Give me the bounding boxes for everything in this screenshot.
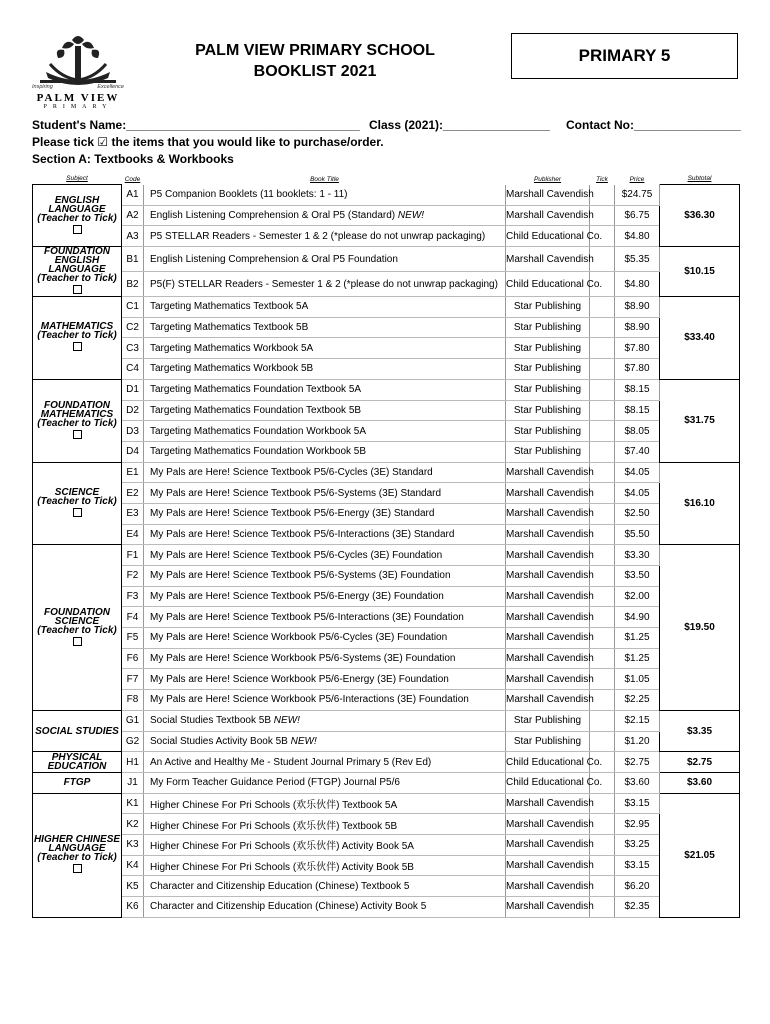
subtotal: $10.15	[660, 247, 740, 297]
publisher: Marshall Cavendish	[506, 247, 590, 272]
item-code: K5	[122, 876, 144, 897]
price: $4.80	[615, 272, 660, 297]
subject-name: FOUNDATION MATHEMATICS	[40, 399, 114, 420]
table-row	[33, 247, 740, 272]
book-title: P5(F) STELLAR Readers - Semester 1 & 2 (*please do not unwrap packaging)	[144, 272, 506, 297]
book-title: My Pals are Here! Science Textbook P5/6-Systems (3E) Foundation	[144, 566, 506, 587]
price: $6.75	[615, 205, 660, 226]
table-row	[33, 648, 740, 669]
item-code: G1	[122, 710, 144, 731]
publisher: Marshall Cavendish	[506, 669, 590, 690]
price: $1.05	[615, 669, 660, 690]
table-row	[33, 690, 740, 711]
tick-cell[interactable]	[590, 359, 615, 380]
subject-name: ENGLISH LANGUAGE	[48, 194, 106, 215]
publisher: Marshall Cavendish	[506, 814, 590, 835]
student-name-field[interactable]: Student's Name:___________________________________	[32, 118, 360, 132]
table-row	[33, 503, 740, 524]
book-title: Higher Chinese For Pri Schools (欢乐伙伴) Activity Book 5B	[144, 855, 506, 876]
publisher: Marshall Cavendish	[506, 855, 590, 876]
item-code: D4	[122, 441, 144, 462]
book-title: My Pals are Here! Science Workbook P5/6-Interactions (3E) Foundation	[144, 690, 506, 711]
tick-cell[interactable]	[590, 441, 615, 462]
book-title: My Pals are Here! Science Textbook P5/6-Energy (3E) Foundation	[144, 586, 506, 607]
table-row	[33, 272, 740, 297]
table-row	[33, 607, 740, 628]
item-code: C3	[122, 338, 144, 359]
logo-tagline-left: Inspiring	[32, 84, 53, 90]
item-code: C4	[122, 359, 144, 380]
price: $2.95	[615, 814, 660, 835]
teacher-note: (Teacher to Tick)	[37, 852, 117, 864]
subject-cell	[33, 772, 122, 793]
col-tick: Tick	[596, 175, 608, 183]
price: $3.60	[615, 772, 660, 793]
book-title: Targeting Mathematics Foundation Workbook 5A	[144, 421, 506, 442]
tick-cell[interactable]	[590, 317, 615, 338]
publisher: Marshall Cavendish	[506, 185, 590, 206]
table-row	[33, 400, 740, 421]
publisher: Star Publishing	[506, 421, 590, 442]
col-price: Price	[629, 175, 645, 183]
tick-cell[interactable]	[590, 421, 615, 442]
price: $2.35	[615, 897, 660, 918]
subject-name: SCIENCE	[54, 486, 100, 498]
subject-name: SOCIAL STUDIES	[35, 725, 119, 737]
publisher: Star Publishing	[506, 338, 590, 359]
price: $8.90	[615, 297, 660, 318]
book-title: Character and Citizenship Education (Chinese) Textbook 5	[144, 876, 506, 897]
price: $2.75	[615, 752, 660, 773]
publisher: Marshall Cavendish	[506, 793, 590, 814]
table-row	[33, 359, 740, 380]
book-title: My Pals are Here! Science Textbook P5/6-Energy (3E) Standard	[144, 503, 506, 524]
table-row	[33, 628, 740, 649]
table-row	[33, 338, 740, 359]
item-code: E1	[122, 462, 144, 483]
logo-sub: PRIMARY	[43, 104, 113, 110]
subtotal: $31.75	[660, 379, 740, 462]
tick-cell[interactable]	[590, 297, 615, 318]
publisher: Marshall Cavendish	[506, 690, 590, 711]
price: $6.20	[615, 876, 660, 897]
subtotal: $16.10	[660, 462, 740, 545]
item-code: G2	[122, 731, 144, 752]
price: $2.25	[615, 690, 660, 711]
col-publisher: Publisher	[533, 175, 562, 183]
table-row	[33, 545, 740, 566]
item-code: E4	[122, 524, 144, 545]
item-code: B1	[122, 247, 144, 272]
book-title: P5 Companion Booklets (11 booklets: 1 - 11)	[144, 185, 506, 206]
book-title: Targeting Mathematics Foundation Textbook 5B	[144, 400, 506, 421]
item-code: A2	[122, 205, 144, 226]
price: $8.15	[615, 379, 660, 400]
teacher-note: (Teacher to Tick)	[37, 212, 117, 224]
item-code: E2	[122, 483, 144, 504]
table-row	[33, 793, 740, 814]
item-code: F4	[122, 607, 144, 628]
item-code: D3	[122, 421, 144, 442]
price: $3.15	[615, 793, 660, 814]
item-code: K3	[122, 834, 144, 855]
item-code: C1	[122, 297, 144, 318]
class-field[interactable]: Class (2021):________________	[369, 118, 550, 132]
table-row	[33, 834, 740, 855]
book-title: Higher Chinese For Pri Schools (欢乐伙伴) Activity Book 5A	[144, 834, 506, 855]
booklist-title: BOOKLIST 2021	[253, 63, 377, 80]
book-title: Social Studies Textbook 5B NEW!	[144, 710, 506, 731]
book-title: Targeting Mathematics Foundation Textbook 5A	[144, 379, 506, 400]
subtotal: $3.60	[660, 772, 740, 793]
subject-checkbox[interactable]	[73, 864, 82, 873]
book-title: My Pals are Here! Science Workbook P5/6-Energy (3E) Foundation	[144, 669, 506, 690]
publisher: Marshall Cavendish	[506, 628, 590, 649]
table-row	[33, 483, 740, 504]
table-row	[33, 855, 740, 876]
price: $1.20	[615, 731, 660, 752]
book-title: My Pals are Here! Science Textbook P5/6-Systems (3E) Standard	[144, 483, 506, 504]
col-title: Book Title	[310, 175, 339, 183]
table-row	[33, 586, 740, 607]
item-code: F8	[122, 690, 144, 711]
publisher: Marshall Cavendish	[506, 545, 590, 566]
publisher: Marshall Cavendish	[506, 607, 590, 628]
col-subject: Subject	[66, 175, 88, 182]
price: $5.50	[615, 524, 660, 545]
book-title: Targeting Mathematics Workbook 5B	[144, 359, 506, 380]
item-code: K4	[122, 855, 144, 876]
table-row	[33, 710, 740, 731]
subject-name: FOUNDATION ENGLISH LANGUAGE	[44, 246, 110, 276]
book-title: Targeting Mathematics Textbook 5B	[144, 317, 506, 338]
subtotal: $33.40	[660, 297, 740, 380]
item-code: D2	[122, 400, 144, 421]
item-code: K6	[122, 897, 144, 918]
publisher: Marshall Cavendish	[506, 566, 590, 587]
publisher: Child Educational Co.	[506, 226, 590, 247]
price: $8.15	[615, 400, 660, 421]
subject-checkbox[interactable]	[73, 225, 82, 234]
section-title: Section A: Textbooks & Workbooks	[32, 152, 234, 166]
item-code: F7	[122, 669, 144, 690]
book-title: Social Studies Activity Book 5B NEW!	[144, 731, 506, 752]
subtotal: $19.50	[660, 545, 740, 711]
book-title: My Pals are Here! Science Textbook P5/6-Interactions (3E) Standard	[144, 524, 506, 545]
item-code: K1	[122, 793, 144, 814]
table-row	[33, 752, 740, 773]
instruction-suffix: the items that you would like to purchase/order.	[111, 135, 384, 149]
publisher: Star Publishing	[506, 379, 590, 400]
book-title: Targeting Mathematics Textbook 5A	[144, 297, 506, 318]
table-row	[33, 524, 740, 545]
item-code: F5	[122, 628, 144, 649]
subject-name: MATHEMATICS	[40, 321, 114, 333]
price: $3.25	[615, 834, 660, 855]
price: $2.50	[615, 503, 660, 524]
table-row	[33, 669, 740, 690]
publisher: Star Publishing	[506, 317, 590, 338]
teacher-note: (Teacher to Tick)	[37, 273, 117, 285]
price: $1.25	[615, 628, 660, 649]
price: $24.75	[615, 185, 660, 206]
item-code: B2	[122, 272, 144, 297]
price: $5.35	[615, 247, 660, 272]
teacher-note: (Teacher to Tick)	[37, 330, 117, 342]
booklist-table	[32, 174, 740, 918]
publisher: Star Publishing	[506, 731, 590, 752]
publisher: Marshall Cavendish	[506, 648, 590, 669]
subject-name: FTGP	[63, 777, 91, 789]
book-title: My Pals are Here! Science Workbook P5/6-Systems (3E) Foundation	[144, 648, 506, 669]
book-title: Higher Chinese For Pri Schools (欢乐伙伴) Textbook 5A	[144, 793, 506, 814]
price: $2.00	[615, 586, 660, 607]
price: $3.30	[615, 545, 660, 566]
table-row	[33, 421, 740, 442]
book-title: Character and Citizenship Education (Chinese) Activity Book 5	[144, 897, 506, 918]
publisher: Marshall Cavendish	[506, 503, 590, 524]
teacher-note: (Teacher to Tick)	[37, 624, 117, 636]
subject-checkbox[interactable]	[73, 508, 82, 517]
publisher: Marshall Cavendish	[506, 483, 590, 504]
item-code: F2	[122, 566, 144, 587]
item-code: A1	[122, 185, 144, 206]
teacher-note: (Teacher to Tick)	[37, 495, 117, 507]
subject-cell	[33, 185, 122, 247]
instruction-prefix: Please tick	[32, 135, 95, 149]
price: $4.80	[615, 226, 660, 247]
price: $7.80	[615, 338, 660, 359]
price: $2.15	[615, 710, 660, 731]
item-code: A3	[122, 226, 144, 247]
teacher-note: (Teacher to Tick)	[37, 417, 117, 429]
book-title: My Pals are Here! Science Textbook P5/6-Interactions (3E) Foundation	[144, 607, 506, 628]
table-row	[33, 462, 740, 483]
checked-box-icon: ☑	[97, 135, 109, 149]
price: $7.40	[615, 441, 660, 462]
price: $8.05	[615, 421, 660, 442]
tick-cell[interactable]	[590, 710, 615, 731]
price: $7.80	[615, 359, 660, 380]
publisher: Marshall Cavendish	[506, 462, 590, 483]
subject-cell	[33, 545, 122, 711]
logo-tagline-right: Excellence	[97, 84, 124, 90]
book-title: My Pals are Here! Science Workbook P5/6-Cycles (3E) Foundation	[144, 628, 506, 649]
item-code: F6	[122, 648, 144, 669]
col-code: Code	[124, 175, 141, 183]
publisher: Child Educational Co.	[506, 272, 590, 297]
tick-cell[interactable]	[590, 400, 615, 421]
subject-name: HIGHER CHINESE LANGUAGE	[33, 834, 121, 855]
publisher: Marshall Cavendish	[506, 897, 590, 918]
publisher: Child Educational Co.	[506, 772, 590, 793]
subject-checkbox[interactable]	[73, 285, 82, 294]
book-title: My Form Teacher Guidance Period (FTGP) Journal P5/6	[144, 772, 506, 793]
subject-cell	[33, 793, 122, 917]
table-row	[33, 441, 740, 462]
publisher: Child Educational Co.	[506, 752, 590, 773]
tick-cell[interactable]	[590, 379, 615, 400]
price: $4.90	[615, 607, 660, 628]
subject-cell	[33, 297, 122, 380]
book-title: Higher Chinese For Pri Schools (欢乐伙伴) Textbook 5B	[144, 814, 506, 835]
publisher: Marshall Cavendish	[506, 834, 590, 855]
publisher: Star Publishing	[506, 297, 590, 318]
price: $8.90	[615, 317, 660, 338]
table-row	[33, 876, 740, 897]
subject-cell	[33, 710, 122, 751]
subtotal: $2.75	[660, 752, 740, 773]
tick-cell[interactable]	[590, 731, 615, 752]
item-code: D1	[122, 379, 144, 400]
subject-name: PHYSICAL EDUCATION	[47, 752, 107, 773]
page-title	[160, 40, 470, 82]
table-row	[33, 205, 740, 226]
book-title: English Listening Comprehension & Oral P5 (Standard) NEW!	[144, 205, 506, 226]
item-code: E3	[122, 503, 144, 524]
publisher: Star Publishing	[506, 359, 590, 380]
table-row	[33, 297, 740, 318]
tick-cell[interactable]	[590, 338, 615, 359]
subject-cell	[33, 247, 122, 297]
school-logo	[32, 34, 124, 112]
subject-cell	[33, 462, 122, 545]
subtotal: $21.05	[660, 793, 740, 917]
subtotal: $36.30	[660, 185, 740, 247]
book-title: P5 STELLAR Readers - Semester 1 & 2 (*please do not unwrap packaging)	[144, 226, 506, 247]
price: $1.25	[615, 648, 660, 669]
item-code: K2	[122, 814, 144, 835]
school-name: PALM VIEW PRIMARY SCHOOL	[195, 42, 435, 59]
subject-name: FOUNDATION SCIENCE	[44, 606, 110, 627]
subject-cell	[33, 379, 122, 462]
subject-cell	[33, 752, 122, 773]
book-title: Targeting Mathematics Foundation Workbook 5B	[144, 441, 506, 462]
publisher: Star Publishing	[506, 400, 590, 421]
price: $3.50	[615, 566, 660, 587]
grade-label: PRIMARY 5	[511, 33, 738, 79]
col-subtotal: Subtotal	[687, 175, 712, 182]
item-code: H1	[122, 752, 144, 773]
table-row	[33, 379, 740, 400]
book-title: My Pals are Here! Science Textbook P5/6-Cycles (3E) Standard	[144, 462, 506, 483]
subject-checkbox[interactable]	[73, 342, 82, 351]
contact-field[interactable]: Contact No:________________	[566, 118, 741, 132]
subject-checkbox[interactable]	[73, 430, 82, 439]
item-code: J1	[122, 772, 144, 793]
item-code: F3	[122, 586, 144, 607]
instruction	[32, 135, 384, 149]
book-title: My Pals are Here! Science Textbook P5/6-Cycles (3E) Foundation	[144, 545, 506, 566]
book-title: Targeting Mathematics Workbook 5A	[144, 338, 506, 359]
subtotal: $3.35	[660, 710, 740, 751]
logo-name: PALM VIEW	[36, 92, 120, 104]
table-row	[33, 566, 740, 587]
publisher: Marshall Cavendish	[506, 205, 590, 226]
publisher: Marshall Cavendish	[506, 876, 590, 897]
publisher: Marshall Cavendish	[506, 524, 590, 545]
table-row	[33, 317, 740, 338]
publisher: Star Publishing	[506, 441, 590, 462]
price: $4.05	[615, 483, 660, 504]
table-row	[33, 731, 740, 752]
publisher: Star Publishing	[506, 710, 590, 731]
table-row	[33, 897, 740, 918]
table-row	[33, 226, 740, 247]
book-title: English Listening Comprehension & Oral P5 Foundation	[144, 247, 506, 272]
subject-checkbox[interactable]	[73, 637, 82, 646]
item-code: F1	[122, 545, 144, 566]
price: $4.05	[615, 462, 660, 483]
table-row	[33, 772, 740, 793]
table-row	[33, 185, 740, 206]
item-code: C2	[122, 317, 144, 338]
publisher: Marshall Cavendish	[506, 586, 590, 607]
table-row	[33, 814, 740, 835]
price: $3.15	[615, 855, 660, 876]
book-title: An Active and Healthy Me - Student Journal Primary 5 (Rev Ed)	[144, 752, 506, 773]
